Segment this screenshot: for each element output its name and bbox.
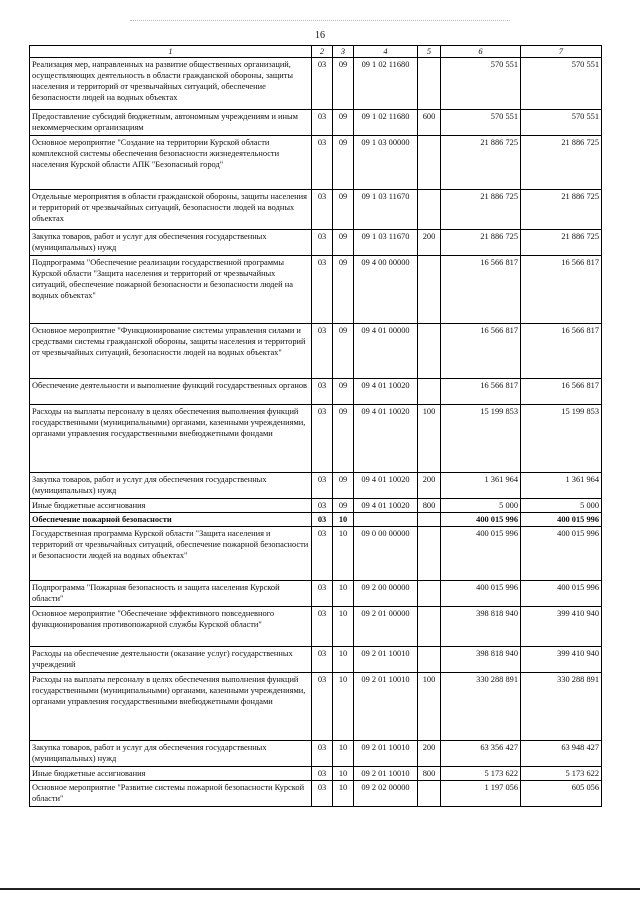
target-article-cell: 09 4 00 00000	[354, 256, 418, 324]
expense-type-cell	[418, 581, 441, 607]
target-article-cell: 09 2 00 00000	[354, 581, 418, 607]
section-code-cell: 03	[312, 256, 333, 324]
table-row	[30, 190, 602, 230]
amount-year2-cell: 5 000	[521, 499, 602, 513]
section-code-cell: 03	[312, 405, 333, 473]
amount-year1-cell: 400 015 996	[441, 581, 521, 607]
amount-year1-cell: 5 000	[441, 499, 521, 513]
amount-year2-cell: 400 015 996	[521, 513, 602, 527]
expense-type-cell	[418, 647, 441, 673]
expense-name-cell: Основное мероприятие "Создание на территории Курской области комплексной системы обеспечения безопасности жизнедеятельности населения Курской области АПК "Безопасный город"	[30, 136, 312, 190]
expense-name-cell: Расходы на выплаты персоналу в целях обеспечения выполнения функций государственными (муниципальными) органами, казенными учреждениями, органами управления государственными внебюджетными фондами	[30, 673, 312, 741]
subsection-code-cell: 10	[333, 781, 354, 807]
subsection-code-cell: 09	[333, 499, 354, 513]
subsection-code-cell: 09	[333, 110, 354, 136]
expense-type-cell: 200	[418, 230, 441, 256]
expense-type-cell	[418, 190, 441, 230]
table-row	[30, 110, 602, 136]
expense-name-cell: Предоставление субсидий бюджетным, автономным учреждениям и иным некоммерческим организациям	[30, 110, 312, 136]
target-article-cell: 09 2 01 10010	[354, 741, 418, 767]
target-article-cell: 09 0 00 00000	[354, 527, 418, 581]
target-article-cell: 09 1 02 11680	[354, 58, 418, 110]
expense-name-cell: Основное мероприятие "Развитие системы пожарной безопасности Курской области"	[30, 781, 312, 807]
amount-year1-cell: 21 886 725	[441, 136, 521, 190]
table-row	[30, 473, 602, 499]
table-row	[30, 136, 602, 190]
expense-type-cell	[418, 136, 441, 190]
table-row	[30, 230, 602, 256]
subsection-code-cell: 10	[333, 513, 354, 527]
subsection-code-cell: 09	[333, 256, 354, 324]
amount-year2-cell: 21 886 725	[521, 230, 602, 256]
subsection-code-cell: 10	[333, 647, 354, 673]
page-bottom-rule	[0, 888, 640, 890]
budget-table	[29, 45, 602, 807]
expense-name-cell: Подпрограмма "Обеспечение реализации государственной программы Курской области "Защита населения и территорий от чрезвычайных ситуаций, обеспечение пожарной безопасности и безопасности людей на водных объектах"	[30, 256, 312, 324]
subsection-code-cell: 10	[333, 673, 354, 741]
expense-name-cell: Подпрограмма "Пожарная безопасность и защита населения Курской области"	[30, 581, 312, 607]
target-article-cell: 09 2 02 00000	[354, 781, 418, 807]
expense-type-cell: 100	[418, 405, 441, 473]
subsection-code-cell: 09	[333, 324, 354, 379]
subsection-code-cell: 09	[333, 136, 354, 190]
table-row	[30, 379, 602, 405]
amount-year1-cell: 21 886 725	[441, 190, 521, 230]
amount-year1-cell: 330 288 891	[441, 673, 521, 741]
section-code-cell: 03	[312, 607, 333, 647]
target-article-cell: 09 2 01 10010	[354, 767, 418, 781]
section-code-cell: 03	[312, 581, 333, 607]
amount-year1-cell: 400 015 996	[441, 527, 521, 581]
table-row	[30, 673, 602, 741]
scan-artifact	[130, 20, 510, 22]
amount-year2-cell: 1 361 964	[521, 473, 602, 499]
expense-type-cell	[418, 513, 441, 527]
section-code-cell: 03	[312, 741, 333, 767]
subsection-code-cell: 09	[333, 473, 354, 499]
amount-year1-cell: 398 818 940	[441, 647, 521, 673]
table-row	[30, 767, 602, 781]
header-col-7: 7	[521, 46, 602, 58]
page-number: 16	[315, 30, 325, 41]
amount-year1-cell: 570 551	[441, 58, 521, 110]
target-article-cell: 09 1 03 00000	[354, 136, 418, 190]
target-article-cell: 09 1 03 11670	[354, 190, 418, 230]
header-col-1: 1	[30, 46, 312, 58]
subsection-code-cell: 10	[333, 527, 354, 581]
section-code-cell: 03	[312, 136, 333, 190]
amount-year2-cell: 399 410 940	[521, 607, 602, 647]
subsection-code-cell: 09	[333, 190, 354, 230]
expense-name-cell: Расходы на обеспечение деятельности (оказание услуг) государственных учреждений	[30, 647, 312, 673]
amount-year1-cell: 15 199 853	[441, 405, 521, 473]
amount-year2-cell: 63 948 427	[521, 741, 602, 767]
expense-name-cell: Обеспечение пожарной безопасности	[30, 513, 312, 527]
expense-type-cell	[418, 527, 441, 581]
expense-type-cell	[418, 379, 441, 405]
amount-year1-cell: 1 197 056	[441, 781, 521, 807]
section-code-cell: 03	[312, 673, 333, 741]
table-row	[30, 513, 602, 527]
target-article-cell: 09 4 01 10020	[354, 473, 418, 499]
section-code-cell: 03	[312, 781, 333, 807]
section-code-cell: 03	[312, 58, 333, 110]
section-code-cell: 03	[312, 527, 333, 581]
table-body	[30, 58, 602, 807]
header-col-6: 6	[441, 46, 521, 58]
expense-type-cell: 200	[418, 473, 441, 499]
amount-year1-cell: 63 356 427	[441, 741, 521, 767]
amount-year2-cell: 605 056	[521, 781, 602, 807]
section-code-cell: 03	[312, 513, 333, 527]
table-row	[30, 324, 602, 379]
target-article-cell: 09 4 01 10020	[354, 499, 418, 513]
expense-name-cell: Иные бюджетные ассигнования	[30, 767, 312, 781]
amount-year2-cell: 16 566 817	[521, 256, 602, 324]
section-code-cell: 03	[312, 473, 333, 499]
amount-year1-cell: 570 551	[441, 110, 521, 136]
subsection-code-cell: 09	[333, 230, 354, 256]
amount-year2-cell: 21 886 725	[521, 136, 602, 190]
amount-year2-cell: 330 288 891	[521, 673, 602, 741]
expense-name-cell: Обеспечение деятельности и выполнение функций государственных органов	[30, 379, 312, 405]
table-row	[30, 256, 602, 324]
amount-year1-cell: 16 566 817	[441, 256, 521, 324]
subsection-code-cell: 09	[333, 58, 354, 110]
expense-type-cell: 600	[418, 110, 441, 136]
expense-type-cell	[418, 256, 441, 324]
amount-year2-cell: 399 410 940	[521, 647, 602, 673]
expense-name-cell: Иные бюджетные ассигнования	[30, 499, 312, 513]
subsection-code-cell: 10	[333, 741, 354, 767]
section-code-cell: 03	[312, 379, 333, 405]
table-row	[30, 607, 602, 647]
target-article-cell: 09 4 01 00000	[354, 324, 418, 379]
expense-type-cell: 200	[418, 741, 441, 767]
target-article-cell: 09 2 01 00000	[354, 607, 418, 647]
expense-type-cell	[418, 58, 441, 110]
section-code-cell: 03	[312, 499, 333, 513]
expense-type-cell	[418, 607, 441, 647]
table-row	[30, 58, 602, 110]
subsection-code-cell: 10	[333, 767, 354, 781]
target-article-cell: 09 4 01 10020	[354, 379, 418, 405]
expense-name-cell: Государственная программа Курской области "Защита населения и территорий от чрезвычайных ситуаций, обеспечение пожарной безопасности и безопасности людей на водных объектах"	[30, 527, 312, 581]
amount-year2-cell: 16 566 817	[521, 379, 602, 405]
subsection-code-cell: 09	[333, 379, 354, 405]
section-code-cell: 03	[312, 230, 333, 256]
header-col-5: 5	[418, 46, 441, 58]
amount-year1-cell: 5 173 622	[441, 767, 521, 781]
subsection-code-cell: 10	[333, 607, 354, 647]
amount-year2-cell: 570 551	[521, 110, 602, 136]
table-header-row	[30, 46, 602, 58]
table-row	[30, 499, 602, 513]
amount-year2-cell: 15 199 853	[521, 405, 602, 473]
amount-year2-cell: 5 173 622	[521, 767, 602, 781]
expense-name-cell: Расходы на выплаты персоналу в целях обеспечения выполнения функций государственными (муниципальными) органами, казенными учреждениями, органами управления государственными внебюджетными фондами	[30, 405, 312, 473]
expense-name-cell: Реализация мер, направленных на развитие общественных организаций, осуществляющих деятельность в области гражданской обороны, защиты населения и территорий от чрезвычайных ситуаций, обеспечение безопасности людей на водных объектах	[30, 58, 312, 110]
amount-year2-cell: 400 015 996	[521, 527, 602, 581]
amount-year2-cell: 16 566 817	[521, 324, 602, 379]
table-row	[30, 527, 602, 581]
expense-name-cell: Отдельные мероприятия в области гражданской обороны, защиты населения и территорий от чрезвычайных ситуаций, безопасности людей на водных объектах	[30, 190, 312, 230]
expense-name-cell: Основное мероприятие "Функционирование системы управления силами и средствами системы гражданской обороны, защиты населения и территорий от чрезвычайных ситуаций, безопасности людей на водных объектах"	[30, 324, 312, 379]
subsection-code-cell: 09	[333, 405, 354, 473]
section-code-cell: 03	[312, 647, 333, 673]
table-row	[30, 581, 602, 607]
table-row	[30, 781, 602, 807]
expense-name-cell: Закупка товаров, работ и услуг для обеспечения государственных (муниципальных) нужд	[30, 473, 312, 499]
table-row	[30, 741, 602, 767]
table-row	[30, 647, 602, 673]
amount-year1-cell: 398 818 940	[441, 607, 521, 647]
expense-name-cell: Закупка товаров, работ и услуг для обеспечения государственных (муниципальных) нужд	[30, 230, 312, 256]
target-article-cell	[354, 513, 418, 527]
amount-year2-cell: 400 015 996	[521, 581, 602, 607]
amount-year1-cell: 16 566 817	[441, 324, 521, 379]
target-article-cell: 09 1 03 11670	[354, 230, 418, 256]
expense-name-cell: Закупка товаров, работ и услуг для обеспечения государственных (муниципальных) нужд	[30, 741, 312, 767]
expense-type-cell	[418, 324, 441, 379]
target-article-cell: 09 2 01 10010	[354, 673, 418, 741]
target-article-cell: 09 1 02 11680	[354, 110, 418, 136]
header-col-3: 3	[333, 46, 354, 58]
amount-year2-cell: 570 551	[521, 58, 602, 110]
section-code-cell: 03	[312, 324, 333, 379]
table-row	[30, 405, 602, 473]
section-code-cell: 03	[312, 190, 333, 230]
amount-year1-cell: 400 015 996	[441, 513, 521, 527]
expense-type-cell: 800	[418, 499, 441, 513]
expense-name-cell: Основное мероприятие "Обеспечение эффективного повседневного функционирования противопожарной службы Курской области"	[30, 607, 312, 647]
section-code-cell: 03	[312, 767, 333, 781]
expense-type-cell: 100	[418, 673, 441, 741]
section-code-cell: 03	[312, 110, 333, 136]
amount-year1-cell: 16 566 817	[441, 379, 521, 405]
header-col-4: 4	[354, 46, 418, 58]
subsection-code-cell: 10	[333, 581, 354, 607]
header-col-2: 2	[312, 46, 333, 58]
expense-type-cell	[418, 781, 441, 807]
amount-year1-cell: 1 361 964	[441, 473, 521, 499]
expense-type-cell: 800	[418, 767, 441, 781]
target-article-cell: 09 4 01 10020	[354, 405, 418, 473]
amount-year1-cell: 21 886 725	[441, 230, 521, 256]
amount-year2-cell: 21 886 725	[521, 190, 602, 230]
target-article-cell: 09 2 01 10010	[354, 647, 418, 673]
